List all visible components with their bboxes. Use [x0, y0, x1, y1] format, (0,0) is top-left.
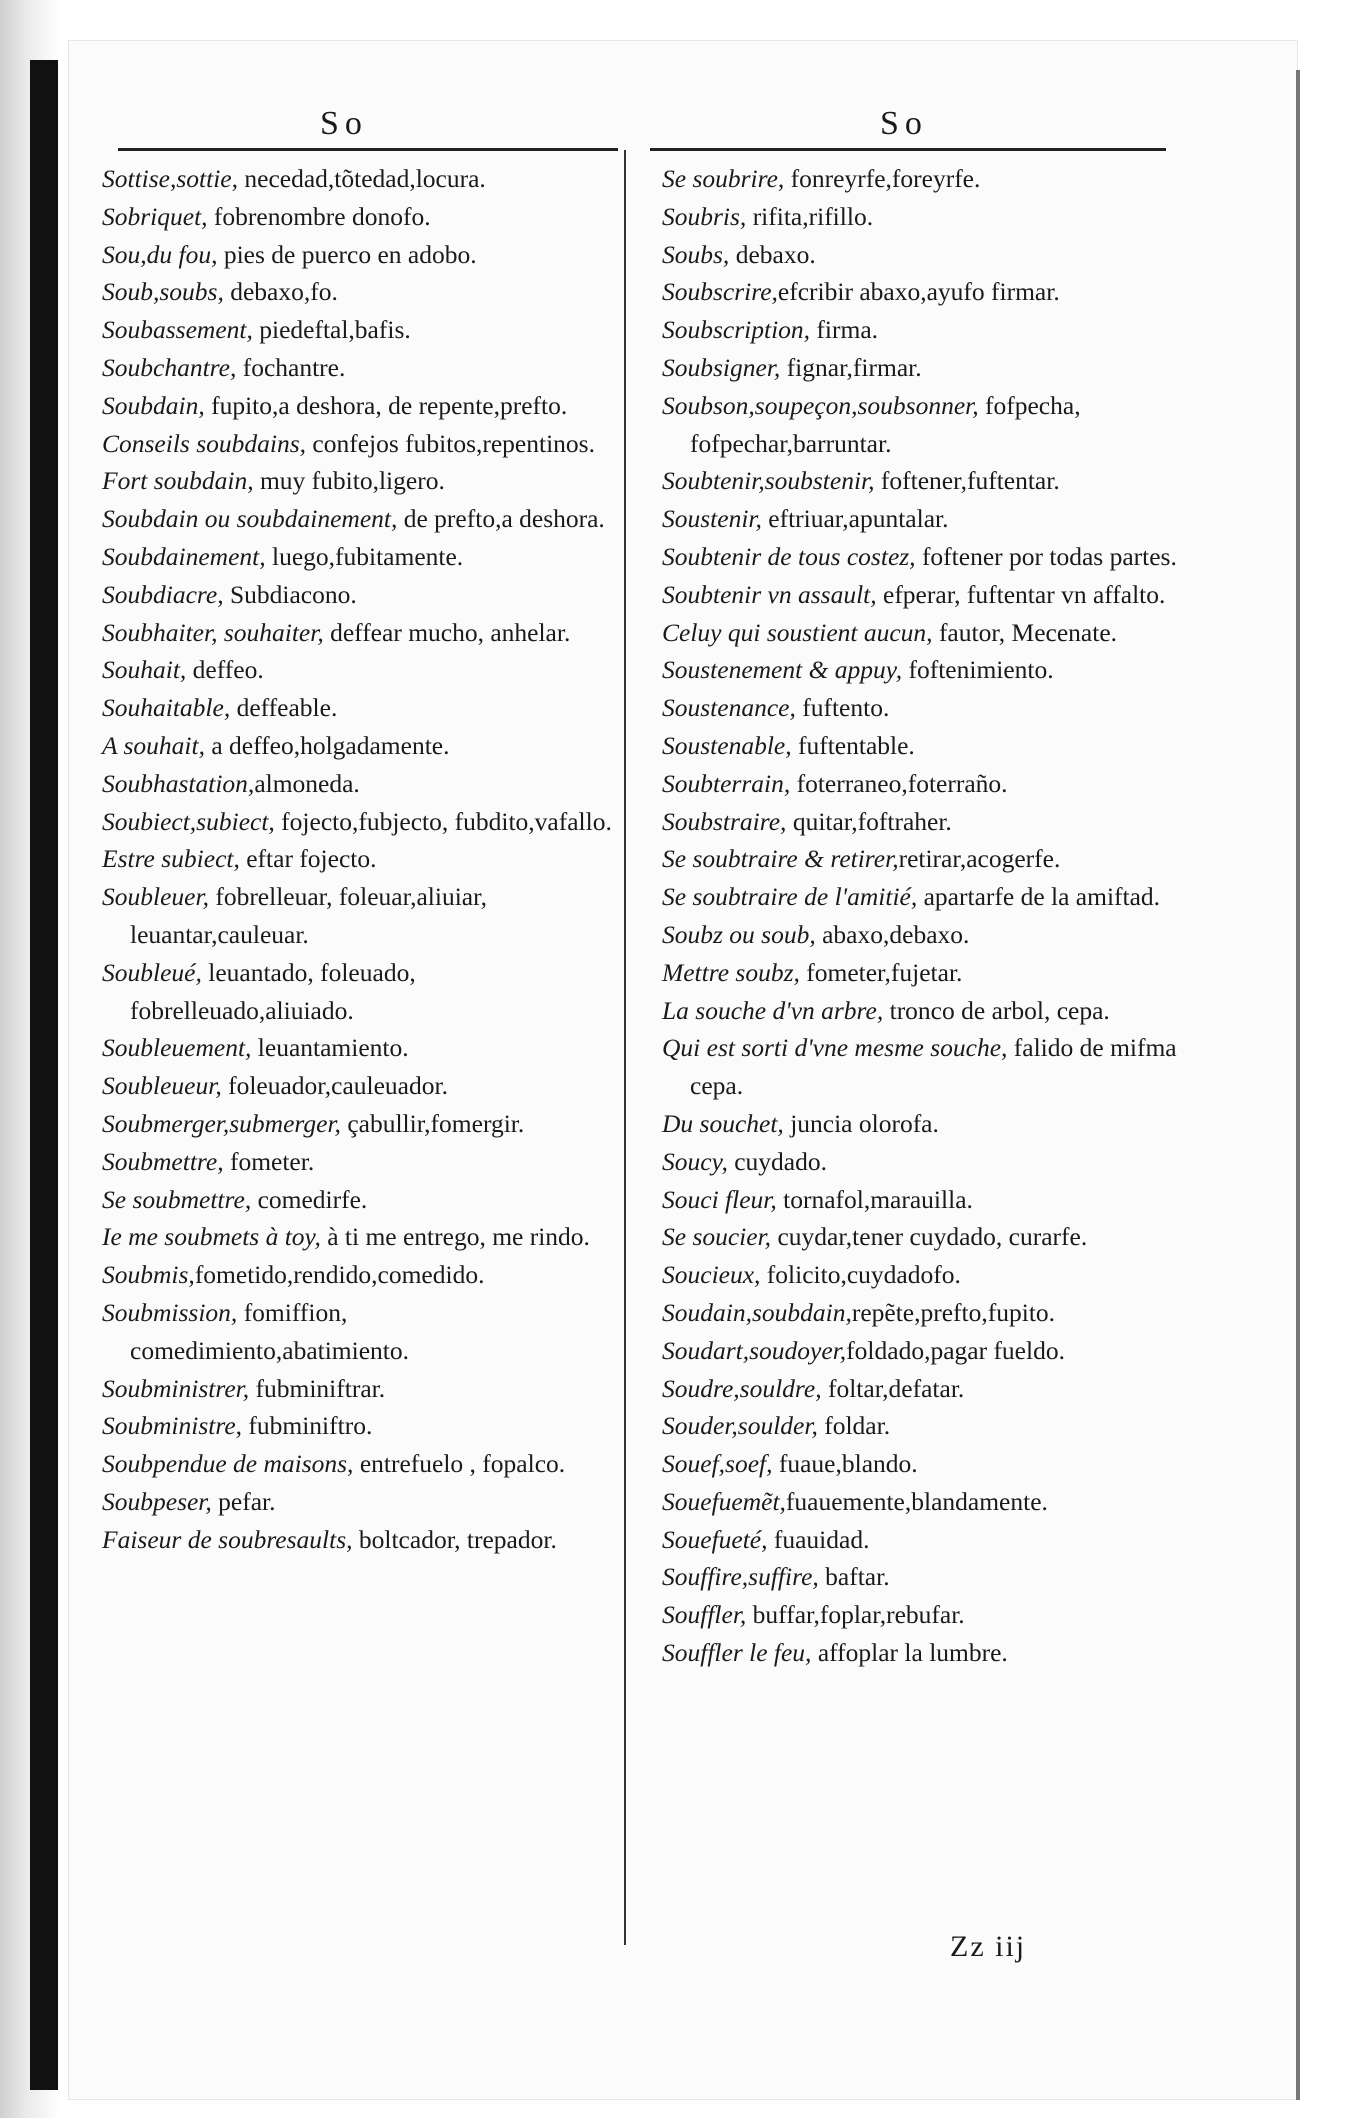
dictionary-entry: [662, 916, 1182, 954]
dictionary-entry: [662, 576, 1182, 614]
entry-definition: foleuador,cauleuador.: [221, 1071, 448, 1101]
dictionary-entry: [102, 803, 612, 841]
entry-headword: Soubdain,: [102, 390, 205, 420]
dictionary-entry: [662, 1029, 1182, 1105]
entry-headword: Soubmerger,submerger,: [102, 1108, 341, 1138]
dictionary-entry: [662, 1294, 1182, 1332]
dictionary-entry: [102, 349, 612, 387]
entry-definition: fubminiftro.: [242, 1411, 373, 1441]
dictionary-entry: [662, 1558, 1182, 1596]
dictionary-entry: [662, 198, 1182, 236]
entry-definition: pies de puerco en adobo.: [217, 239, 477, 269]
dictionary-entry: [102, 840, 612, 878]
entry-definition: cuydado.: [727, 1146, 827, 1176]
entry-definition: à ti me entrego, me rindo.: [320, 1222, 590, 1252]
entry-definition: tornafol,marauilla.: [776, 1184, 973, 1214]
dictionary-entry: [662, 727, 1182, 765]
dictionary-entry: [662, 1143, 1182, 1181]
dictionary-entry: [102, 1143, 612, 1181]
entry-headword: Ie me soubmets à toy,: [102, 1222, 321, 1252]
entry-definition: necedad,tõtedad,locura.: [238, 164, 486, 193]
entry-definition: falido de mifma cepa.: [690, 1033, 1177, 1101]
entry-headword: Soubmettre,: [102, 1146, 224, 1176]
entry-headword: Soubleué,: [102, 957, 202, 987]
dictionary-entry: [102, 462, 612, 500]
entry-definition: fautor, Mecenate.: [932, 617, 1118, 647]
entry-definition: fonreyrfe,foreyrfe.: [784, 164, 981, 193]
entry-headword: Estre subiect,: [102, 844, 240, 874]
entry-definition: fometido,rendido,comedido.: [194, 1260, 485, 1290]
entry-headword: Souhait,: [102, 655, 187, 685]
dictionary-entry: [102, 1218, 612, 1256]
entry-headword: Soubassement,: [102, 315, 253, 345]
entry-headword: Souefueté,: [662, 1524, 768, 1554]
entry-headword: Soubhastation,: [102, 768, 255, 798]
entry-headword: Soubministre,: [102, 1411, 243, 1441]
entry-definition: repẽte,prefto,fupito.: [851, 1297, 1056, 1327]
entry-headword: Soustenement & appuy,: [662, 655, 903, 685]
dictionary-entry: [102, 651, 612, 689]
entry-definition: tronco de arbol, cepa.: [883, 995, 1110, 1025]
entry-definition: deffeable.: [230, 693, 338, 723]
entry-headword: Soubiect,subiect,: [102, 806, 275, 836]
entry-headword: Soubtenir,soubstenir,: [662, 466, 875, 496]
entry-headword: Soubs,: [662, 239, 730, 269]
dictionary-entry: [102, 1370, 612, 1408]
entry-definition: foldado,pagar fueldo.: [846, 1335, 1065, 1365]
dictionary-entry: [662, 1445, 1182, 1483]
dictionary-entry: [662, 689, 1182, 727]
entry-headword: Faiseur de soubresaults,: [102, 1524, 353, 1554]
page-edge-shadow: [1296, 70, 1300, 2100]
entry-definition: a deffeo,holgadamente.: [204, 730, 450, 760]
signature-mark: Zz iij: [950, 1930, 1027, 1963]
left-column: [102, 160, 612, 1558]
entry-definition: confejos fubitos,repentinos.: [306, 428, 595, 458]
column-divider: [624, 150, 626, 1945]
entry-definition: efperar, fuftentar vn affalto.: [876, 579, 1166, 609]
entry-headword: Souffler le feu,: [662, 1638, 812, 1668]
dictionary-entry: [662, 1181, 1182, 1219]
dictionary-entry: [102, 1407, 612, 1445]
entry-definition: fubminiftrar.: [249, 1373, 386, 1403]
entry-definition: entrefuelo , fopalco.: [353, 1449, 566, 1479]
entry-headword: Soubz ou soub,: [662, 919, 816, 949]
entry-headword: Souder,soulder,: [662, 1411, 818, 1441]
dictionary-entry: [662, 1407, 1182, 1445]
entry-definition: fupito,a deshora, de repente,prefto.: [204, 390, 568, 420]
dictionary-entry: [662, 387, 1182, 463]
entry-definition: foterraneo,foterraño.: [790, 768, 1008, 798]
dictionary-entry: [662, 538, 1182, 576]
entry-definition: luego,fubitamente.: [265, 541, 464, 571]
entry-definition: quitar,foftraher.: [786, 806, 952, 836]
entry-definition: juncia olorofa.: [783, 1108, 939, 1138]
dictionary-entry: [102, 500, 612, 538]
entry-definition: fobrenombre donofo.: [207, 201, 431, 231]
header-rule-right: [650, 148, 1166, 151]
dictionary-entry: [662, 1218, 1182, 1256]
dictionary-entry: [662, 273, 1182, 311]
dictionary-entry: [102, 614, 612, 652]
dictionary-entry: [102, 273, 612, 311]
entry-headword: Soubleueur,: [102, 1071, 222, 1101]
entry-definition: de prefto,a deshora.: [397, 504, 605, 534]
entry-definition: folicito,cuydadofo.: [760, 1260, 961, 1290]
entry-definition: leuantado, foleuado, fobrelleuado,aliuiado.: [130, 957, 416, 1025]
entry-headword: Se soucier,: [662, 1222, 772, 1252]
entry-definition: fobrelleuar, foleuar,aliuiar, leuantar,cauleuar.: [130, 882, 487, 949]
dictionary-entry: [662, 500, 1182, 538]
dictionary-entry: [102, 387, 612, 425]
entry-definition: boltcador, trepador.: [352, 1524, 557, 1554]
entry-definition: fuftentable.: [791, 730, 915, 760]
entry-headword: Sobriquet,: [102, 201, 208, 231]
entry-definition: deffear mucho, anhelar.: [323, 617, 571, 647]
dictionary-entry: [662, 160, 1182, 198]
dictionary-entry: [662, 651, 1182, 689]
entry-headword: Soustenable,: [662, 730, 792, 760]
entry-headword: Se soubmettre,: [102, 1184, 252, 1214]
entry-headword: Soubson,soupeçon,soubsonner,: [662, 390, 979, 420]
entry-definition: firma.: [810, 315, 879, 345]
dictionary-entry: [662, 1634, 1182, 1672]
dictionary-entry: [102, 311, 612, 349]
entry-headword: Soudain,soubdain,: [662, 1297, 852, 1327]
entry-definition: rifita,rifillo.: [746, 201, 874, 231]
entry-headword: Celuy qui soustient aucun,: [662, 617, 933, 647]
entry-definition: Subdiacono.: [223, 579, 357, 609]
entry-headword: Conseils soubdains,: [102, 428, 307, 458]
entry-definition: pefar.: [211, 1486, 276, 1516]
entry-definition: almoneda.: [254, 768, 360, 798]
entry-headword: Souci fleur,: [662, 1184, 777, 1214]
dictionary-entry: [662, 1370, 1182, 1408]
entry-definition: eftar fojecto.: [239, 844, 377, 874]
entry-definition: foftener por todas partes.: [915, 541, 1177, 571]
entry-headword: Soubscription,: [662, 315, 811, 345]
entry-definition: fometer.: [223, 1146, 315, 1176]
entry-headword: Soucy,: [662, 1146, 728, 1176]
entry-definition: abaxo,debaxo.: [815, 919, 970, 949]
dictionary-entry: [662, 1521, 1182, 1559]
dictionary-entry: [662, 311, 1182, 349]
entry-definition: fofpecha, fofpechar,barruntar.: [690, 390, 1081, 458]
entry-headword: Soubscrire,: [662, 277, 778, 307]
entry-definition: comedirfe.: [251, 1184, 368, 1214]
entry-headword: Fort soubdain,: [102, 466, 254, 496]
header-rule-left: [118, 148, 618, 151]
entry-headword: Souffire,suffire,: [662, 1562, 819, 1592]
running-head-right: So: [880, 105, 928, 142]
entry-headword: Soubdiacre,: [102, 579, 224, 609]
dictionary-entry: [662, 992, 1182, 1030]
entry-definition: leuantamiento.: [251, 1033, 409, 1063]
dictionary-entry: [102, 1521, 612, 1559]
entry-headword: Soubmis,: [102, 1260, 195, 1290]
entry-headword: Soubpeser,: [102, 1486, 212, 1516]
entry-definition: buffar,foplar,rebufar.: [746, 1600, 965, 1630]
dictionary-entry: [662, 462, 1182, 500]
dictionary-entry: [662, 1483, 1182, 1521]
entry-definition: efcribir abaxo,ayufo firmar.: [777, 277, 1060, 307]
dictionary-entry: [102, 878, 612, 954]
entry-headword: Soubdain ou soubdainement,: [102, 504, 398, 534]
dictionary-entry: [102, 1067, 612, 1105]
dictionary-entry: [102, 954, 612, 1030]
entry-definition: retirar,acogerfe.: [898, 844, 1061, 874]
entry-headword: Soubterrain,: [662, 768, 791, 798]
entry-headword: Soubstraire,: [662, 806, 787, 836]
dictionary-entry: [102, 538, 612, 576]
dictionary-entry: [662, 1105, 1182, 1143]
entry-headword: A souhait,: [102, 730, 205, 760]
entry-headword: Soustenir,: [662, 504, 762, 534]
dictionary-entry: [662, 1256, 1182, 1294]
dictionary-entry: [662, 878, 1182, 916]
entry-headword: Soubris,: [662, 201, 747, 231]
entry-headword: Soubdainement,: [102, 541, 266, 571]
entry-headword: Soubleuer,: [102, 882, 209, 912]
dictionary-entry: [102, 236, 612, 274]
entry-headword: Soubchantre,: [102, 352, 237, 382]
entry-definition: piedeftal,bafis.: [252, 315, 411, 345]
entry-definition: fuauidad.: [767, 1524, 870, 1554]
dictionary-entry: [662, 765, 1182, 803]
entry-headword: Mettre soubz,: [662, 957, 800, 987]
entry-headword: Soustenance,: [662, 693, 796, 723]
entry-definition: affoplar la lumbre.: [811, 1638, 1008, 1668]
entry-definition: fuftento.: [795, 693, 890, 723]
entry-definition: debaxo.: [729, 239, 816, 269]
dictionary-entry: [102, 1181, 612, 1219]
entry-headword: Soubleuement,: [102, 1033, 252, 1063]
dictionary-entry: [662, 803, 1182, 841]
entry-definition: debaxo,fo.: [223, 277, 338, 307]
dictionary-entry: [102, 1105, 612, 1143]
dictionary-entry: [102, 1294, 612, 1370]
entry-definition: foftenimiento.: [902, 655, 1054, 685]
entry-definition: fojecto,fubjecto, fubdito,vafallo.: [274, 806, 612, 836]
entry-headword: Soub,soubs,: [102, 277, 224, 307]
entry-definition: eftriuar,apuntalar.: [761, 504, 949, 534]
entry-headword: Souefuemẽt,: [662, 1486, 786, 1516]
entry-headword: Soubtenir vn assault,: [662, 579, 877, 609]
entry-definition: fochantre.: [236, 352, 346, 382]
entry-definition: deffeo.: [186, 655, 264, 685]
entry-definition: fignar,firmar.: [780, 352, 922, 382]
dictionary-entry: [102, 1256, 612, 1294]
dictionary-entry: [662, 954, 1182, 992]
entry-definition: fuauemente,blandamente.: [785, 1486, 1048, 1516]
entry-definition: apartarfe de la amiftad.: [917, 882, 1161, 912]
entry-definition: fuaue,blando.: [772, 1449, 918, 1479]
entry-headword: Soucieux,: [662, 1260, 761, 1290]
dictionary-entry: [102, 198, 612, 236]
dictionary-entry: [662, 349, 1182, 387]
dictionary-entry: [662, 614, 1182, 652]
binding-gutter: [30, 60, 58, 2090]
dictionary-entry: [102, 425, 612, 463]
dictionary-entry: [662, 840, 1182, 878]
entry-headword: Soubpendue de maisons,: [102, 1449, 354, 1479]
entry-definition: fometer,fujetar.: [799, 957, 963, 987]
entry-headword: Souef,soef,: [662, 1449, 773, 1479]
entry-headword: Se soubtraire & retirer,: [662, 844, 899, 874]
dictionary-entry: [662, 1332, 1182, 1370]
entry-headword: Souhaitable,: [102, 693, 231, 723]
entry-headword: Qui est sorti d'vne mesme souche,: [662, 1033, 1008, 1063]
entry-headword: Du souchet,: [662, 1108, 784, 1138]
dictionary-entry: [102, 160, 612, 198]
entry-definition: foldar.: [817, 1411, 891, 1441]
entry-headword: La souche d'vn arbre,: [662, 995, 884, 1025]
entry-headword: Soubmission,: [102, 1297, 238, 1327]
entry-headword: Se soubrire,: [662, 164, 785, 193]
dictionary-entry: [662, 1596, 1182, 1634]
entry-definition: cuydar,tener cuydado, curarfe.: [771, 1222, 1088, 1252]
entry-headword: Sou,du fou,: [102, 239, 218, 269]
dictionary-entry: [102, 1483, 612, 1521]
entry-definition: muy fubito,ligero.: [253, 466, 445, 496]
dictionary-entry: [662, 236, 1182, 274]
right-column: [662, 160, 1182, 1672]
dictionary-entry: [102, 1445, 612, 1483]
entry-definition: baftar.: [818, 1562, 890, 1592]
entry-headword: Soudre,souldre,: [662, 1373, 822, 1403]
entry-definition: çabullir,fomergir.: [340, 1108, 525, 1138]
entry-definition: fomiffion, comedimiento,abatimiento.: [130, 1297, 410, 1365]
entry-headword: Soubtenir de tous costez,: [662, 541, 916, 571]
dictionary-entry: [102, 576, 612, 614]
entry-headword: Soubhaiter, souhaiter,: [102, 617, 324, 647]
dictionary-entry: [102, 689, 612, 727]
entry-headword: Sottise,sottie,: [102, 164, 238, 193]
entry-headword: Soudart,soudoyer,: [662, 1335, 847, 1365]
dictionary-entry: [102, 727, 612, 765]
dictionary-entry: [102, 765, 612, 803]
entry-definition: foftener,fuftentar.: [874, 466, 1060, 496]
running-head-left: So: [320, 105, 368, 142]
entry-headword: Soubministrer,: [102, 1373, 250, 1403]
entry-headword: Se soubtraire de l'amitié,: [662, 882, 918, 912]
entry-headword: Soubsigner,: [662, 352, 781, 382]
dictionary-entry: [102, 1029, 612, 1067]
entry-headword: Souffler,: [662, 1600, 747, 1630]
entry-definition: foltar,defatar.: [821, 1373, 965, 1403]
